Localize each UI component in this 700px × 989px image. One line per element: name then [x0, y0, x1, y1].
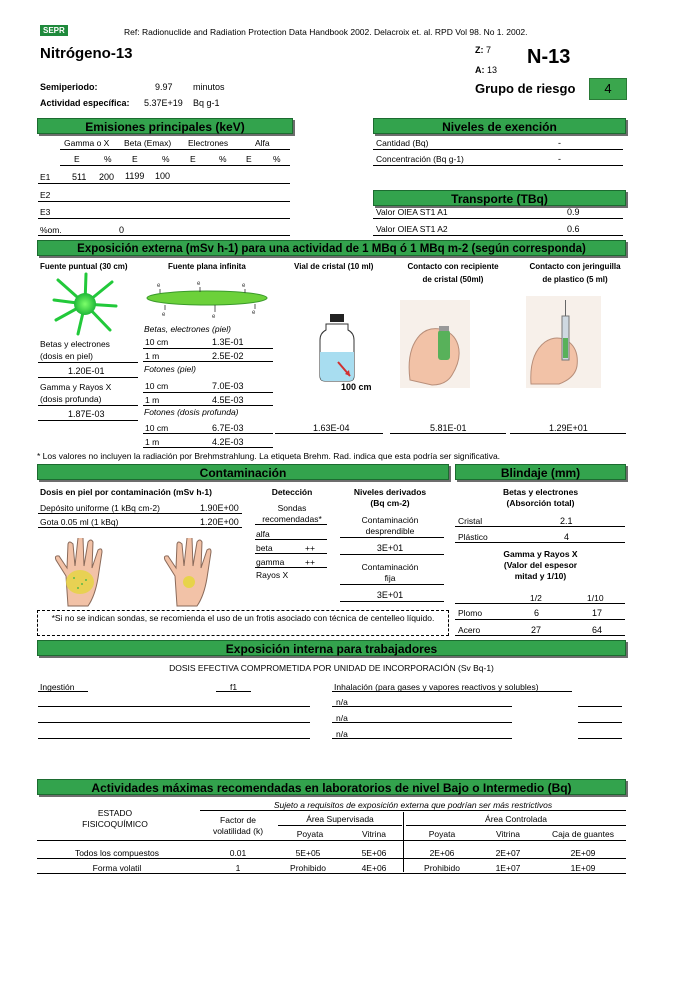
gamma-label-sub: (dosis profunda) — [40, 394, 102, 404]
estado-label: ESTADO — [97, 808, 133, 818]
exencion-row-label: Cantidad (Bq) — [376, 138, 429, 148]
inhalacion-value: n/a — [336, 729, 348, 739]
blindaje-gamma-sub: (Valor del espesor — [503, 560, 578, 570]
emis-row-label: E3 — [40, 207, 51, 217]
act-row-factor: 1 — [235, 863, 241, 873]
blindaje-beta-title: Betas y electrones — [502, 487, 579, 497]
factor-label-sub: volatilidad (k) — [212, 826, 264, 836]
ext-col-puntual: Fuente puntual (30 cm) — [40, 262, 128, 271]
act-cell: 5E+06 — [361, 848, 387, 858]
gota-label: Gota 0.05 ml (1 kBq) — [40, 517, 119, 527]
blindaje-col-tenth: 1/10 — [587, 593, 604, 603]
det-row-label: Rayos X — [256, 570, 289, 580]
z-label: Z: — [475, 45, 484, 55]
plana-dist: 1 m — [145, 437, 160, 447]
emis-sub-e: E — [132, 154, 138, 164]
nuclide-symbol: N-13 — [527, 46, 571, 68]
transporte-row-label: Valor OIEA ST1 A1 — [376, 207, 448, 217]
ingestion-label: Ingestión — [40, 682, 75, 692]
deposito-label: Depósito uniforme (1 kBq cm-2) — [40, 503, 160, 513]
svg-text:e: e — [212, 314, 216, 320]
emis-cell: 100 — [155, 171, 171, 181]
emis-sub-e: E — [190, 154, 196, 164]
vial-icon — [316, 312, 366, 384]
plana-value: 4.5E-03 — [212, 395, 244, 405]
blindaje-value: 17 — [592, 608, 603, 618]
hand-syringe-icon — [526, 296, 601, 388]
transporte-row-value: 0.6 — [567, 224, 580, 234]
act-cell: 1E+07 — [495, 863, 521, 873]
blindaje-material: Cristal — [458, 516, 483, 526]
plana-section-1: Betas, electrones (piel) — [144, 324, 231, 334]
det-row-value: ++ — [305, 543, 315, 553]
reference-text: Ref: Radionuclide and Radiation Protection Data Handbook 2002. Delacroix et. al. RPD Vol 98. No 1. 2002. — [124, 27, 528, 37]
emis-sub-e: E — [246, 154, 252, 164]
factor-label: Factor de — [220, 815, 256, 825]
svg-text:e: e — [162, 312, 166, 318]
svg-text:e: e — [157, 283, 161, 289]
exencion-header: Niveles de exención — [373, 118, 626, 134]
emis-col-alfa: Alfa — [255, 138, 270, 148]
z-value: 7 — [486, 45, 492, 55]
fija-label-sub: fija — [384, 573, 396, 583]
semiperiodo-value: 9.97 — [155, 82, 173, 92]
emis-row-label: E2 — [40, 190, 51, 200]
svg-text:e: e — [197, 281, 201, 287]
interna-header: Exposición interna para trabajadores — [37, 640, 626, 656]
det-row-label: beta — [256, 543, 273, 553]
risk-group-label: Grupo de riesgo — [475, 81, 576, 96]
area-supervisada: Área Supervisada — [306, 814, 374, 824]
vial-distance: 100 cm — [341, 382, 372, 392]
plane-source-icon — [142, 280, 272, 325]
fija-value: 3E+01 — [376, 590, 404, 600]
act-cell: Prohibido — [290, 863, 326, 873]
col-poyata: Poyata — [428, 829, 456, 839]
act-row-estado: Forma volatil — [92, 863, 142, 873]
det-row-value: ++ — [305, 557, 315, 567]
inhalacion-label: Inhalación (para gases y vapores reactivos y solubles) — [334, 682, 539, 692]
actividades-subject: Sujeto a requisitos de exposición externa que podrían ser más restrictivos — [273, 800, 553, 810]
semiperiodo-label: Semiperiodo: — [40, 82, 98, 92]
plana-section-2: Fotones (piel) — [144, 364, 196, 374]
hand-drop-icon — [157, 538, 227, 608]
desprendible-label-sub: desprendible — [365, 526, 415, 536]
plana-value: 6.7E-03 — [212, 423, 244, 433]
emis-sub-pct: % — [273, 154, 281, 164]
recipiente-value: 5.81E-01 — [430, 423, 467, 433]
jeringuilla-value: 1.29E+01 — [549, 423, 588, 433]
blindaje-col-half: 1/2 — [530, 593, 542, 603]
semiperiodo-unit: minutos — [193, 82, 225, 92]
emis-col-electrones: Electrones — [188, 138, 229, 148]
gamma-value: 1.87E-03 — [68, 409, 105, 419]
det-row-label: alfa — [256, 529, 270, 539]
plana-dist: 10 cm — [145, 337, 169, 347]
svg-text:e: e — [252, 310, 256, 316]
blindaje-gamma-title: Gamma y Rayos X — [503, 549, 578, 559]
col-caja-guantes: Caja de guantes — [552, 829, 614, 839]
ext-col-vial: Vial de cristal (10 ml) — [294, 262, 374, 271]
act-cell: 4E+06 — [361, 863, 387, 873]
ext-col-recipiente: Contacto con recipiente — [407, 262, 499, 271]
transporte-row-value: 0.9 — [567, 207, 580, 217]
act-cell: 2E+09 — [570, 848, 596, 858]
act-cell: 5E+05 — [295, 848, 321, 858]
area-controlada: Área Controlada — [485, 814, 547, 824]
blindaje-material: Plástico — [458, 532, 488, 542]
estado-label-sub: FISICOQUÍMICO — [82, 819, 148, 829]
actividades-header: Actividades máximas recomendadas en laboratorios de nivel Bajo o Intermedio (Bq) — [37, 779, 626, 795]
gota-value: 1.20E+00 — [200, 517, 239, 527]
emis-cell: 511 — [72, 172, 87, 182]
emisiones-header: Emisiones principales (keV) — [37, 118, 293, 134]
blindaje-material: Plomo — [458, 608, 483, 618]
sondas-label-sub: recomendadas* — [262, 514, 322, 524]
sondas-label: Sondas — [277, 503, 307, 513]
transporte-header: Transporte (TBq) — [373, 190, 626, 206]
sepr-logo: SEPR — [40, 25, 68, 36]
blindaje-value: 64 — [592, 625, 603, 635]
emis-col-beta: Beta (Emax) — [124, 138, 172, 148]
exencion-row-label: Concentración (Bq g-1) — [376, 154, 464, 164]
det-row-label: gamma — [256, 557, 285, 567]
plana-dist: 1 m — [145, 351, 160, 361]
dosis-piel-title: Dosis en piel por contaminación (mSv h-1) — [40, 487, 212, 497]
interna-subtitle: DOSIS EFECTIVA COMPROMETIDA POR UNIDAD DE INCORPORACIÓN (Sv Bq-1) — [169, 663, 494, 673]
emis-sub-e: E — [74, 154, 80, 164]
emis-col-gamma: Gamma o X — [64, 138, 110, 148]
act-cell: 1E+09 — [570, 863, 596, 873]
act-cell: Prohibido — [424, 863, 460, 873]
actividad-value: 5.37E+19 — [144, 98, 183, 108]
risk-group-value: 4 — [589, 78, 627, 100]
plana-section-3: Fotones (dosis profunda) — [144, 407, 239, 417]
actividad-unit: Bq g-1 — [193, 98, 220, 108]
contaminacion-note: *Si no se indican sondas, se recomienda el uso de un frotis asociado con técnica de centelleo líquido. — [37, 610, 449, 636]
desprendible-value: 3E+01 — [376, 543, 404, 553]
contaminacion-header: Contaminación — [37, 464, 449, 480]
emis-cell: 1199 — [125, 171, 145, 181]
niveles-title: Niveles derivados — [353, 487, 427, 497]
hand-deposit-icon — [48, 538, 118, 608]
act-row-estado: Todos los compuestos — [74, 848, 160, 858]
externa-header: Exposición externa (mSv h-1) para una actividad de 1 MBq ó 1 MBq m-2 (según corresponda) — [37, 240, 626, 256]
blindaje-header: Blindaje (mm) — [455, 464, 626, 480]
deposito-value: 1.90E+00 — [200, 503, 239, 513]
blindaje-value: 2.1 — [560, 516, 573, 526]
emis-cell: 0 — [119, 225, 125, 235]
plana-value: 2.5E-02 — [212, 351, 244, 361]
plana-dist: 10 cm — [145, 423, 169, 433]
betas-label-sub: (dosis en piel) — [40, 351, 93, 361]
blindaje-value: 27 — [531, 625, 542, 635]
gamma-label: Gamma y Rayos X — [40, 382, 112, 392]
betas-value: 1.20E-01 — [68, 366, 105, 376]
a-label: A: — [475, 65, 485, 75]
niveles-unit: (Bq cm-2) — [370, 498, 410, 508]
a-value: 13 — [487, 65, 498, 75]
vial-value: 1.63E-04 — [313, 423, 350, 433]
col-poyata: Poyata — [296, 829, 324, 839]
actividad-label: Actividad específica: — [40, 98, 130, 108]
blindaje-material: Acero — [458, 625, 481, 635]
transporte-row-label: Valor OIEA ST1 A2 — [376, 224, 448, 234]
emis-row-label: %om. — [40, 225, 62, 235]
ext-col-jeringuilla-sub: de plastico (5 ml) — [542, 275, 608, 284]
emis-sub-pct: % — [162, 154, 170, 164]
ext-col-jeringuilla: Contacto con jeringuilla — [529, 262, 621, 271]
blindaje-gamma-sub2: mitad y 1/10) — [514, 571, 567, 581]
betas-label: Betas y electrones — [40, 339, 110, 349]
fija-label: Contaminación — [361, 562, 419, 572]
act-cell: 2E+06 — [429, 848, 455, 858]
point-source-icon — [50, 272, 120, 337]
ext-col-plana: Fuente plana infinita — [168, 262, 246, 271]
hand-container-icon — [400, 300, 470, 388]
exencion-row-value: - — [558, 138, 561, 148]
blindaje-value: 4 — [564, 532, 570, 542]
emis-sub-pct: % — [104, 154, 112, 164]
inhalacion-value: n/a — [336, 713, 348, 723]
emis-sub-pct: % — [219, 154, 227, 164]
page-title: Nitrógeno-13 — [40, 45, 133, 62]
externa-note: * Los valores no incluyen la radiación por Brehmstrahlung. La etiqueta Brehm. Rad. indica que esta podría ser significativa. — [37, 451, 501, 461]
plana-dist: 1 m — [145, 395, 160, 405]
inhalacion-value: n/a — [336, 697, 348, 707]
ext-col-recipiente-sub: de cristal (50ml) — [422, 275, 484, 284]
f1-label: f1 — [230, 682, 238, 692]
plana-value: 7.0E-03 — [212, 381, 244, 391]
blindaje-beta-sub: (Absorción total) — [506, 498, 575, 508]
emis-row-label: E1 — [40, 172, 51, 182]
act-cell: 2E+07 — [495, 848, 521, 858]
deteccion-title: Detección — [271, 487, 313, 497]
plana-dist: 10 cm — [145, 381, 169, 391]
act-row-factor: 0.01 — [229, 848, 247, 858]
desprendible-label: Contaminación — [361, 515, 419, 525]
plana-value: 1.3E-01 — [212, 337, 244, 347]
exencion-row-value: - — [558, 154, 561, 164]
col-vitrina: Vitrina — [362, 829, 386, 839]
blindaje-value: 6 — [534, 608, 540, 618]
svg-text:e: e — [242, 283, 246, 289]
emis-cell: 200 — [99, 172, 115, 182]
col-vitrina: Vitrina — [496, 829, 520, 839]
plana-value: 4.2E-03 — [212, 437, 244, 447]
